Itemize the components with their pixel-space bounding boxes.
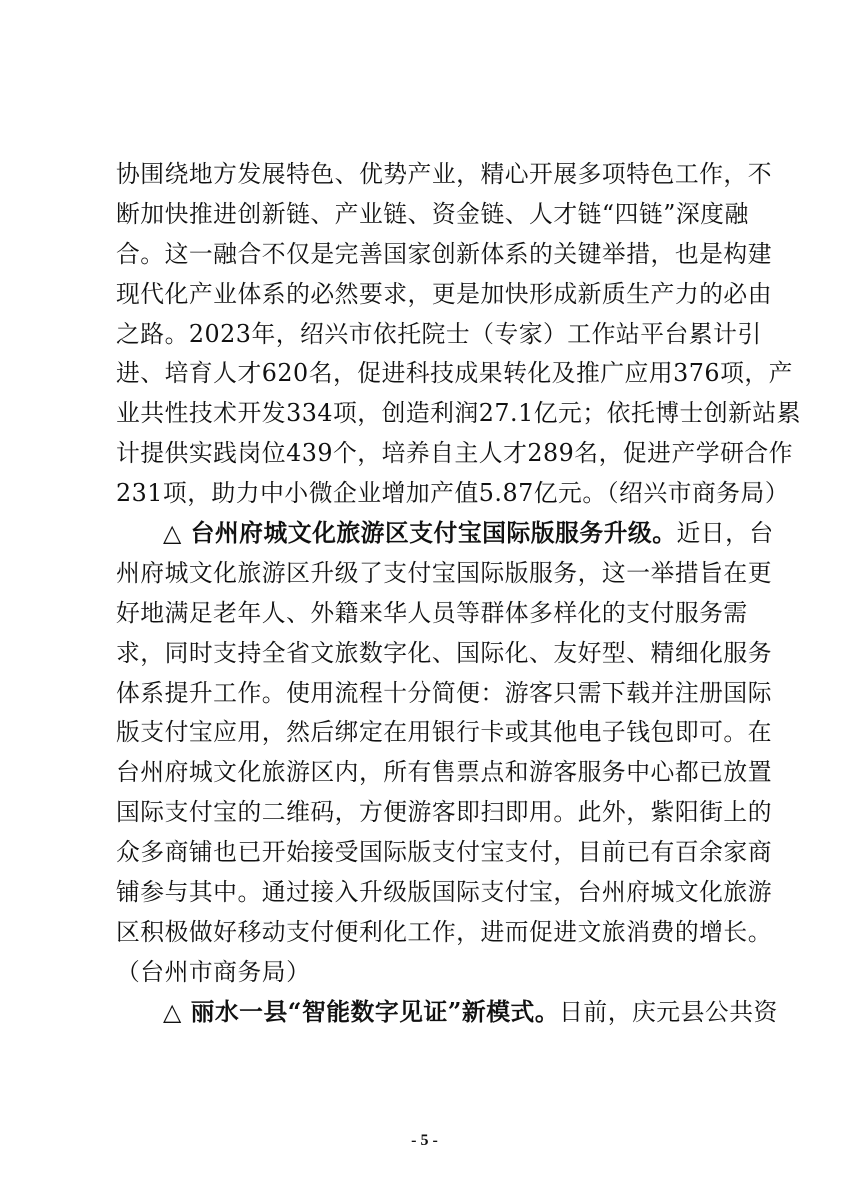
body-line: 好地满足老年人、外籍来华人员等群体多样化的支付服务需 [116, 598, 748, 627]
body-line: 版支付宝应用，然后绑定在用银行卡或其他电子钱包即可。在 [116, 718, 773, 747]
news-heading-lishui: △ 丽水一县“智能数字见证”新模式。 [163, 997, 560, 1026]
body-line: 州府城文化旅游区升级了支付宝国际版服务，这一举措旨在更 [116, 558, 773, 587]
body-line: 铺参与其中。通过接入升级版国际支付宝，台州府城文化旅游 [116, 878, 773, 907]
body-line: 业共性技术开发334项，创造利润27.1亿元；依托博士创新站累 [116, 399, 802, 428]
body-text: 近日，台 [676, 519, 774, 548]
document-body [116, 155, 802, 1033]
news-heading-taizhou: △ 台州府城文化旅游区支付宝国际版服务升级。 [163, 519, 677, 548]
news-item-taizhou [116, 514, 774, 554]
body-line: 协围绕地方发展特色、优势产业，精心开展多项特色工作，不 [116, 160, 773, 188]
body-line: 台州府城文化旅游区内，所有售票点和游客服务中心都已放置 [116, 758, 773, 787]
body-line: 体系提升工作。使用流程十分简便：游客只需下载并注册国际 [116, 678, 773, 707]
body-line: 求，同时支持全省文旅数字化、国际化、友好型、精细化服务 [116, 638, 773, 667]
body-line: 众多商铺也已开始接受国际版支付宝支付，目前已有百余家商 [116, 838, 773, 867]
body-line: 区积极做好移动支付便利化工作，进而促进文旅消费的增长。 [116, 917, 773, 946]
news-item-lishui [116, 993, 778, 1033]
body-line: 计提供实践岗位439个，培养自主人才289名，促进产学研合作 [116, 439, 793, 468]
body-line: 合。这一融合不仅是完善国家创新体系的关键举措，也是构建 [116, 239, 773, 268]
page-number: - 5 - [411, 1132, 438, 1149]
body-line: 国际支付宝的二维码，方便游客即扫即用。此外，紫阳街上的 [116, 798, 773, 827]
body-line: 进、培育人才620名，促进科技成果转化及推广应用376项，产 [116, 359, 793, 388]
source-note: （台州市商务局） [116, 957, 311, 986]
body-text: 日前，庆元县公共资 [559, 997, 778, 1026]
body-line: 231项，助力中小微企业增加产值5.87亿元。（绍兴市商务局） [116, 479, 790, 508]
body-line: 之路。2023年，绍兴市依托院士（专家）工作站平台累计引 [116, 319, 762, 348]
body-line: 断加快推进创新链、产业链、资金链、人才链“四链”深度融 [116, 199, 749, 228]
body-line: 现代化产业体系的必然要求，更是加快形成新质生产力的必由 [116, 279, 773, 308]
